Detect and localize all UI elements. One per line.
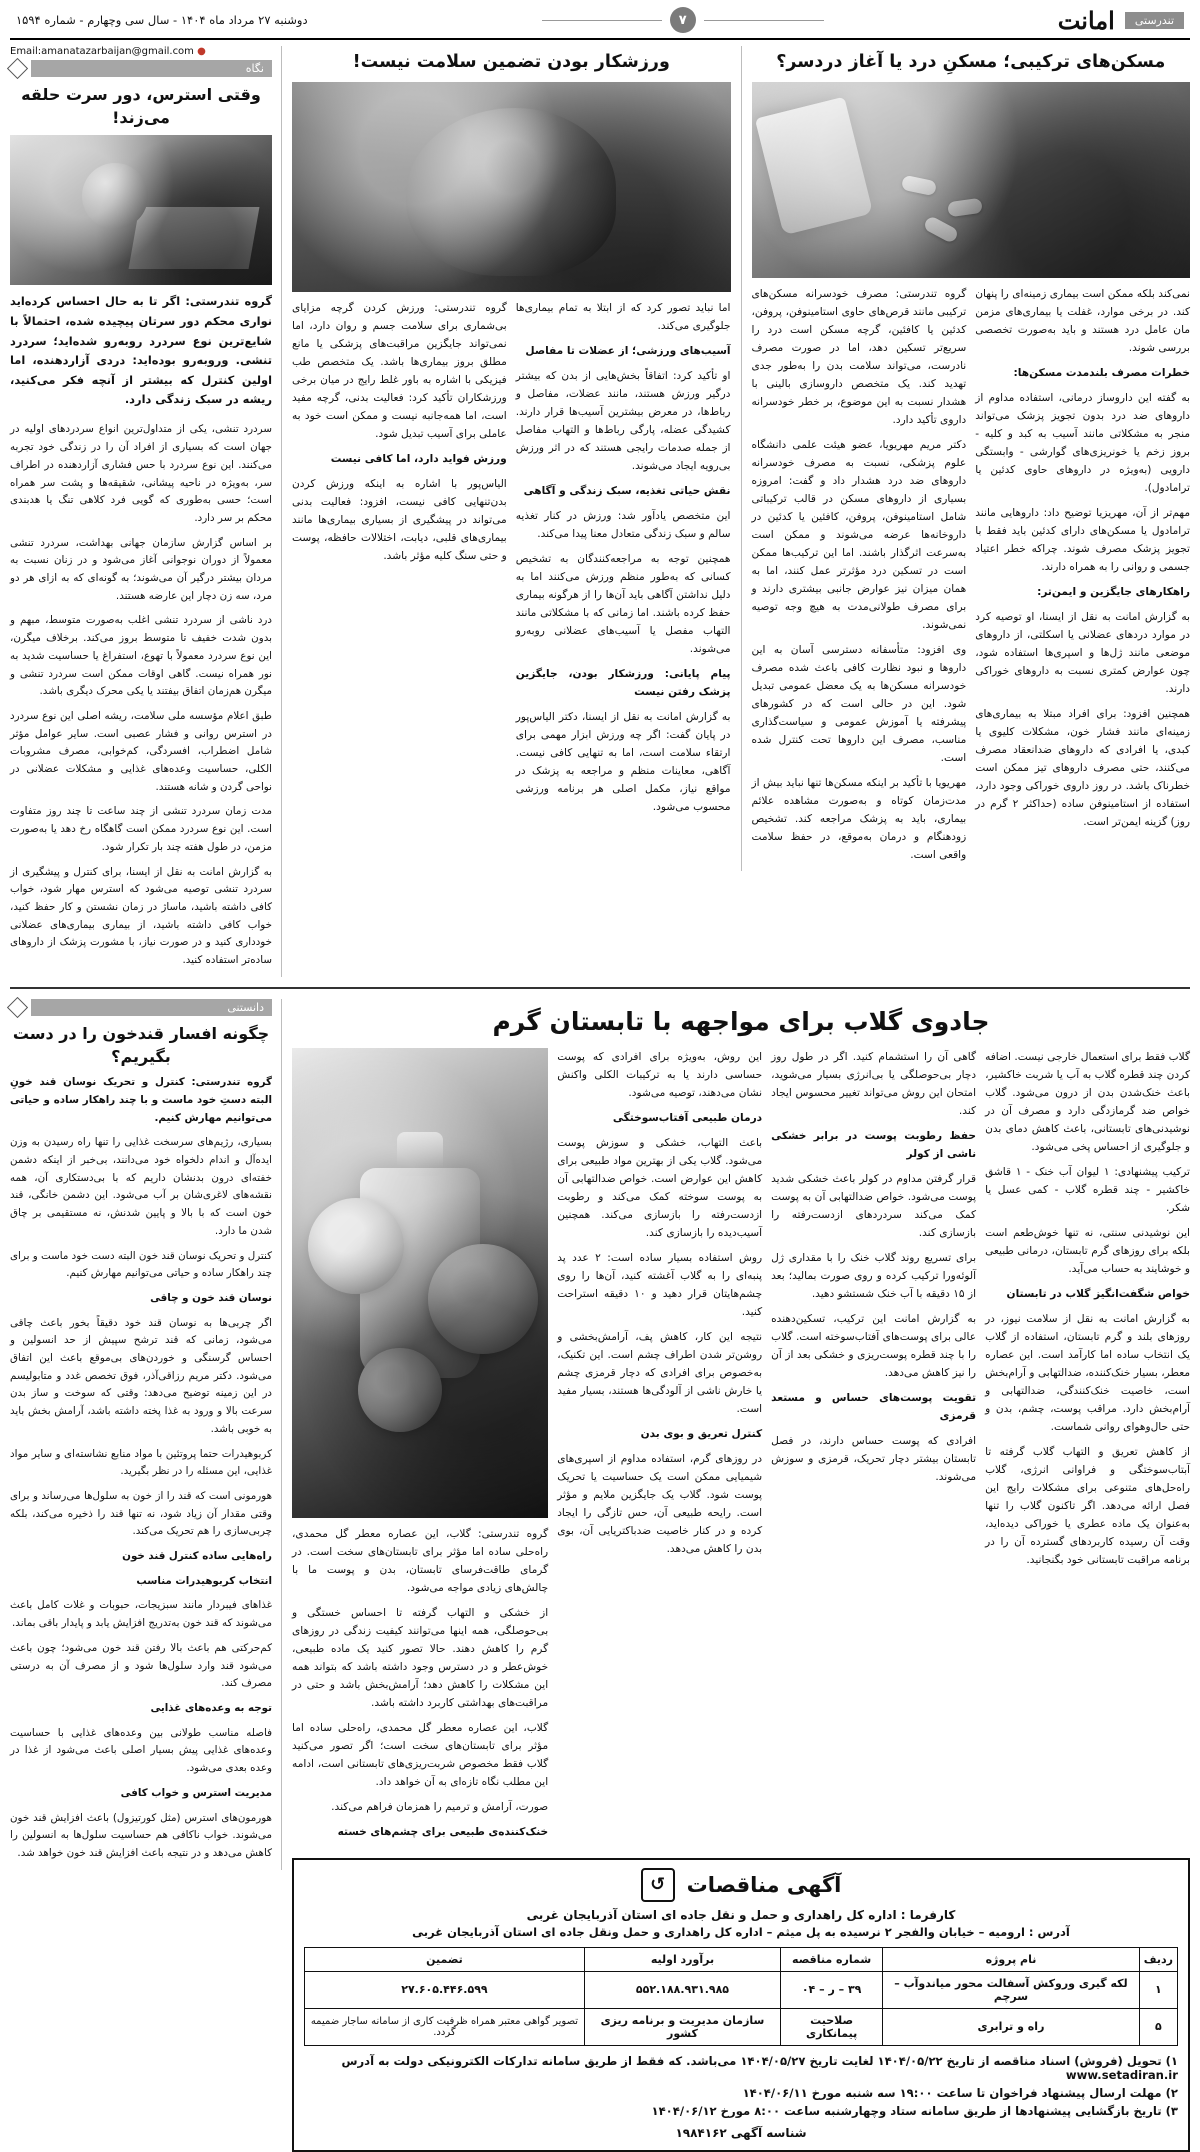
paragraph: نمی‌کند بلکه ممکن است بیماری زمینه‌ای را پنهان کند. در برخی موارد، غفلت یا بیماری‌های مزمن مان عامل درد هستند و باید به‌صورت تخصصی بررسی شوند. — [975, 287, 1190, 354]
article-pills-col1 — [975, 285, 1190, 871]
masthead-center — [542, 7, 824, 33]
subhead: نقش حیاتی تغذیه، سبک زندگی و آگاهی — [523, 484, 731, 497]
lede-paragraph: گروه تندرستی: گلاب، این عصاره معطر گل محمدی، راه‌حلی ساده اما مؤثر برای تابستان‌های سخت است. در گرمای طاقت‌فرسای تابستان، بدن و پوست ما با چالش‌های زیادی مواجه می‌شود. — [292, 1527, 549, 1594]
subhead: پیام پایانی: ورزشکار بودن، جایگزین پزشک رفتن نیست — [515, 667, 731, 698]
paragraph: طبق اعلام مؤسسه ملی سلامت، ریشه اصلی این نوع سردرد در استرس روانی و فشار عصبی است. سایر عوامل مؤثر شامل اضطراب، افسردگی، کم‌خوابی، مصرف مشروبات الکلی، حساسیت وعده‌های غذایی و مشکلات عضلانی در نواحی گردن و شانه هستند. — [10, 709, 272, 793]
paragraph: غذاهای فیبردار مانند سبزیجات، حبوبات و غلات کامل باعث می‌شوند که قند خون به‌تدریج افزایش یابد و پایدار باقی بماند. — [10, 1599, 272, 1630]
cell-project: لکه گیری وروکش آسفالت محور میاندوآب – سرچم — [883, 1971, 1140, 2008]
subhead: آسیب‌های ورزشی؛ از عضلات تا مفاصل — [525, 344, 731, 357]
paragraph: قرار گرفتن مداوم در کولر باعث خشکی شدید پوست می‌شود. خواص ضدالتهابی آن به پوست کمک می‌کند سردردهای ازدست‌رفته را بازسازی کند. — [771, 1172, 977, 1239]
paragraph: هورمونی است که قند را از خون به سلول‌ها می‌رساند و برای وقتی مقدار آن زیاد شود، نه تنها قند را ذخیره می‌کند، بلکه چربی‌سازی را هم تحریک می‌کند. — [10, 1489, 272, 1538]
subhead: مدیریت استرس و خواب کافی — [120, 1786, 272, 1799]
paragraph: کربوهیدرات حتما پروتئین با مواد منابع نشاسته‌ای و سایر مواد غذایی، این مسئله را در نظر بگیرید. — [10, 1447, 272, 1478]
masthead-left — [1058, 6, 1184, 35]
paragraph: او تأکید کرد: اتفاقاً بخش‌هایی از بدن که بیشتر درگیر ورزش هستند، مانند عضلات، مفاصل و رباط‌ها، در معرض بیشترین آسیب‌ها قرار دارند. کشیدگی عضله، پارگی رباط‌ها و التهاب مفاصل از جمله صدمات رایجی هستند که در اثر ورزش بی‌رویه ایجاد می‌شوند. — [515, 369, 731, 472]
col-header-row-no: ردیف — [1139, 1947, 1177, 1971]
subhead: راهکارهای جایگزین و ایمن‌تر: — [1037, 585, 1190, 598]
cell-grade: ۵ — [1139, 2008, 1177, 2045]
paragraph: فاصله مناسب طولانی بین وعده‌های غذایی با حساسیت وعده‌های غذایی پیش بسیار اصلی باعث می‌شود از غذا در وعده بعدی می‌شود. — [10, 1726, 272, 1775]
paragraph: گلاب فقط برای استعمال خارجی نیست. اضافه کردن چند قطره گلاب به آب یا شربت خاکشیر، باعث خنک‌شدن بدن از درون می‌شود. گلاب خواص ضد گرمازدگی دارد و مصرف آن در نوشیدنی‌های تابستانی، باعث کاهش دمای بدن و جلوگیری از احساس پخی می‌شود. — [985, 1050, 1190, 1153]
paragraph: این روش، به‌ویژه برای افرادی که پوست حساسی دارند یا به ترکیبات الکلی واکنش نشان می‌دهند، توصیه می‌شود. — [557, 1050, 763, 1099]
top-main-column — [292, 46, 1190, 871]
bottom-area — [10, 999, 1190, 2152]
paragraph: همچنین توجه به مراجعه‌کنندگان به تشخیص کسانی که به‌طور منظم ورزش می‌کنند اما به دلیل نداشتن آگاهی باید آن‌ها را از هرگونه بیماری حفظ کرده باشند. اما زمانی که با مشکلاتی مانند التهاب مفصل یا آسیب‌های عضلانی روبه‌رو می‌شوند. — [515, 552, 731, 655]
email-line — [10, 46, 272, 57]
paragraph: همچنین افزود: برای افراد مبتلا به بیماری‌های زمینه‌ای مانند فشار خون، مشکلات کلیوی یا کبدی، یا افرادی که داروهای ضدانعقاد مصرف می‌کنند، حتی مصرف داروهای تیز ممکن است خطرناک باشد. در روز داروی خوراکی وجود دارد، استفاده از استامینوفن ساده (حداکثر ۲ گرم در روز) گزینه ایمن‌تر است. — [975, 707, 1190, 828]
article-sport-col2 — [292, 299, 507, 823]
article-stress-title: وقتی استرس، دور سرت حلقه می‌زند! — [21, 85, 261, 128]
paragraph: ترکیب پیشنهادی: ۱ لیوان آب خنک - ۱ قاشق خاکشیر - چند قطره گلاب - کمی عسل یا شکر. — [985, 1165, 1190, 1214]
table-row — [305, 1971, 1178, 2008]
paragraph: به گزارش امانت به نقل از ایسنا، او توصیه کرد در موارد دردهای عضلانی یا اسکلتی، از داروهای موضعی مانند ژل‌ها و اسپری‌ها استفاده شود، چون عوارض کمتری نسبت به داروهای خوراکی دارند. — [975, 610, 1190, 695]
col-header-guarantee: تضمین — [305, 1947, 585, 1971]
col-header-estimate: برآورد اولیه — [584, 1947, 780, 1971]
paragraph: مدت زمان سردرد تنشی از چند ساعت تا چند روز متفاوت است. این نوع سردرد ممکن است گاهگاه رخ دهد یا به‌صورت مزمن، در طول هفته چند بار تکرار شود. — [10, 805, 272, 853]
article-rose-col2 — [771, 1048, 976, 1493]
photo-rosewater-bottle-and-roses — [292, 1048, 548, 1518]
tender-note: ۲) مهلت ارسال پیشنهاد فراخوان تا ساعت ۱۹:۰۰ سه شنبه مورخ ۱۴۰۴/۰۶/۱۱ — [742, 2085, 1178, 2100]
bottom-main-column — [292, 999, 1190, 2152]
paragraph: به گزارش امانت به نقل از ایسنا، برای کنترل و پیشگیری از سردرد تنشی توصیه می‌شود که استرس مهار شود، خواب کافی داشته باشید، ماساژ در زمان نشستن و کار حفظ کنید، خواب کافی داشته باشید، از بیماری بیماری‌های عضلانی خودداری کنید و در صورت نیاز، با مشورت پزشک از داروهای ساده‌تر استفاده کنید. — [10, 865, 272, 967]
top-area — [10, 46, 1190, 977]
paragraph: سردرد تنشی، یکی از متداول‌ترین انواع سردردهای اولیه در جهان است که بسیاری از افراد آن را در زندگی خود تجربه می‌کنند. این نوع سردرد با حس فشاری آزاردهنده در اطراف سر، به‌ویژه در ناحیه پیشانی، شقیقه‌ها و پشت سر همراه است؛ حسی به‌طوری که گویی فرد کلاهی تنگ یا هدبندی محکم بر سر دارد. — [10, 423, 272, 524]
masthead-rule-right — [704, 20, 824, 21]
tender-table — [304, 1947, 1178, 2046]
paragraph: مهریویا با تأکید بر اینکه مسکن‌ها تنها نباید بیش از مدت‌زمان کوتاه و به‌صورت مشاهده علائم بیماری، باید به پزشک مراجعه کند. تشخیص زودهنگام و درمان به‌موقع، در حفظ سلامت واقعی است. — [751, 776, 967, 861]
subhead: خواص شگفت‌انگیز گلاب در تابستان — [1006, 1287, 1190, 1300]
table-row — [305, 2008, 1178, 2045]
column-divider — [741, 46, 742, 871]
lede-paragraph: گروه تندرستی: مصرف خودسرانه مسکن‌های ترکیبی مانند قرص‌های حاوی استامینوفن، پروفن، کدئین یا کافئین، گرچه مسکن است درد را سریع‌تر تسکین دهد، اما در صورت مصرف نادرست، می‌تواند سلامت بدن را به‌طور جدی تهدید کند. یک متخصص داروسازی بالینی با هشدار نسبت به این موضوع، بر خطر خودسرانه داروی تأکید دارد. — [751, 287, 967, 426]
paragraph: اگر چربی‌ها به نوسان قند خود دقیقاً بخور باعث چاقی می‌شود، زمانی که قند ترشح سپیش از حد انسولین و احساس گرسنگی و خوردن‌های بی‌موقع باعث این اتفاق می‌شود. دکتر مریم رزاقی‌آذر، فوق تخصص غدد و متابولیسم در این زمینه توضیح می‌دهد: وقتی که سوخت و ساز بدن سرعت بالا و ورود به غذا پخته داشته باشد، آرامش بخش باید به خوبی باشد. — [10, 1316, 272, 1435]
paragraph: دکتر مریم مهریویا، عضو هیئت علمی دانشگاه علوم پزشکی، نسبت به مصرف خودسرانه داروهای ضد درد هشدار داد و گفت: امروزه بسیاری از داروهای مسکن در قالب ترکیباتی شامل استامینوفن، پروفن، کافئین یا کدئین در داروخانه‌ها عرضه می‌شوند و ممکن است به‌سرعت اثرگذار باشند. اما این ترکیب‌ها ممکن است در تسکین درد مؤثرتر عمل کنند، اما به همان میزان نیز عوارض جانبی بیشتری دارند و برای مصرف طولانی‌مدت به هیچ وجه توصیه نمی‌شوند. — [751, 438, 967, 631]
paragraph: بر اساس گزارش سازمان جهانی بهداشت، سردرد تنشی معمولاً از دوران نوجوانی آغاز می‌شود و در زنان نسبت به مردان بیشتر درگیر آن می‌شوند؛ به گونه‌ای که به ازای هر دو مرد، سه زن دچار این عارضه هستند. — [10, 536, 272, 602]
paragraph: باعث التهاب، خشکی و سوزش پوست می‌شود. گلاب یکی از بهترین مواد طبیعی برای کاهش این عوارض است. خواص ضدالتهابی آن به پوست سوخته کمک می‌کند و رطوبت ازدست‌رفته را بازسازی می‌کند. همچنین آسیب‌دیده را بازسازی کند. — [557, 1136, 763, 1239]
paragraph: افرادی که پوست حساس دارند، در فصل تابستان بیشتر دچار تحریک، قرمزی و سوزش می‌شوند. — [771, 1434, 977, 1483]
paragraph: صورت، آرامش و ترمیم را همزمان فراهم می‌کند. — [331, 1800, 549, 1813]
photo-stressed-person-at-desk — [10, 135, 272, 285]
subhead: خطرات مصرف بلندمدت مسکن‌ها: — [1013, 366, 1190, 379]
paragraph: کم‌حرکتی هم باعث بالا رفتن قند خون می‌شود؛ چون باعث می‌شود قند وارد سلول‌ها شود و از مصرف آن به درستی مصرف کند. — [10, 1641, 272, 1690]
tender-notes — [304, 2054, 1178, 2118]
photo-pills-in-hand — [752, 82, 1191, 278]
cell-row-no: ۱ — [1139, 1971, 1177, 2008]
subhead: درمان طبیعی آفتاب‌سوختگی — [612, 1111, 763, 1124]
section-bar — [31, 60, 272, 77]
photo-athlete-resting — [292, 82, 731, 292]
section-label: نگاه — [245, 62, 264, 75]
sidebar-negah — [10, 46, 282, 977]
subhead: حفظ رطوبت پوست در برابر خشکی ناشی از کولر — [771, 1129, 977, 1160]
paragraph: درد ناشی از سردرد تنشی اغلب به‌صورت متوسط، مبهم و بدون شدت خفیف تا متوسط بروز می‌کند. برخلاف میگرن، این نوع سردرد معمولاً با تهوع، استفراغ یا حساسیت شدید به نور همراه نیست. گاهی اوقات ممکن است سردرد تنشی و میگرن هم‌زمان اتفاق بیفتند یا یکی محرک دیگری باشد. — [10, 614, 272, 698]
paragraph: روش استفاده بسیار ساده است: ۲ عدد پد پنبه‌ای را به گلاب آغشته کنید، آن‌ها را روی چشم‌هایتان قرار دهید و ۱۰ دقیقه استراحت کنید. — [557, 1251, 763, 1318]
table-header-row — [305, 1947, 1178, 1971]
article-pills-col2 — [752, 285, 967, 871]
paragraph: به گفته این داروساز درمانی، استفاده مداوم از داروهای ضد درد بدون تجویز پزشک می‌تواند منجر به مشکلاتی مانند آسیب به کبد و کلیه - بروز زخم یا خونریزی‌های گوارشی - وابستگی دارویی (به‌ویژه در داروهای حاوی کدئین یا ترامادول). — [975, 391, 1190, 494]
subhead: راه‌هایی ساده کنترل قند خون — [122, 1550, 272, 1563]
section-bar — [31, 999, 272, 1016]
cell-organization: سازمان مدیریت و برنامه ریزی کشور — [584, 2008, 780, 2045]
subhead: نوسان قند خون و چاقی — [150, 1291, 272, 1304]
section-header-negah — [10, 60, 272, 77]
diamond-marker-icon — [7, 997, 28, 1018]
paragraph: در روزهای گرم، استفاده مداوم از اسپری‌های شیمیایی ممکن است یک حساسیت یا تحریک پوست شود. گلاب یک جایگزین ملایم و مؤثر است. رایحه طبیعی آن، حس تازگی را ایجاد کرده و در کنار خاصیت ضدباکتریایی آن، بوی بدن را کاهش می‌دهد. — [557, 1452, 763, 1555]
tender-note: ۱) تحویل (فروش) اسناد مناقصه از تاریخ ۱۴۰۴/۰۵/۲۲ لغایت تاریخ ۱۴۰۴/۰۵/۲۷ می‌باشد. که فقط از طریق سامانه تدارکات الکترونیکی دولت به آدرس www.setadiran.ir — [341, 2053, 1178, 2082]
article-sugar-title: چگونه افسار قندخون را در دست بگیریم؟ — [12, 1023, 270, 1066]
page-number: ۷ — [670, 7, 696, 33]
lede-paragraph: گروه تندرستی: کنترل و تحریک نوسان قند خونِ البته دستِ خود ماست و با چند راهکار ساده و حیاتی می‌توانیم مهارش کنیم. — [10, 1076, 272, 1124]
paragraph: به گزارش امانت به نقل از ایسنا، دکتر الیاس‌پور در پایان گفت: اگر چه ورزش ابزار مهمی برای ارتقاء سلامت است، اما به تنهایی کافی نیست. آگاهی، معاینات منظم و مراجعه به پزشک در مواقع نیاز، مکمل اصلی هر برنامه ورزشی محسوب می‌شود. — [515, 710, 731, 813]
section-label: دانستنی — [227, 1000, 264, 1014]
subhead: تقویت پوست‌های حساس و مستعد قرمزی — [771, 1391, 977, 1422]
subhead: ورزش فواید دارد، اما کافی نیست — [330, 452, 507, 465]
paragraph: به گزارش امانت این ترکیب، تسکین‌دهنده عالی برای پوست‌های آفتاب‌سوخته است. گلاب را با چند قطره پوست‌ریزی و خشکی بعد از آن را نیز کاهش می‌دهد. — [771, 1312, 977, 1379]
paragraph: از خشکی و التهاب گرفته تا احساس خستگی و بی‌حوصلگی، همه اینها می‌توانند کیفیت زندگی در روزهای گرم را کاهش دهند. حالا تصور کنید یک ماده طبیعی، خوش‌عطر و در دسترس وجود داشته باشد که بتواند همه این مشکلات را کاهش دهد؛ آرامش‌بخش باشد و حتی در مراقبت‌های بهداشتی کاربرد داشته باشد. — [292, 1606, 549, 1709]
tender-address: آدرس : ارومیه – خیابان والفجر ۲ نرسیده به پل میثم – اداره کل راهداری و حمل ونقل جاده ای استان آذربایجان غربی — [412, 1924, 1070, 1939]
cell-rank: راه و ترابری — [883, 2008, 1140, 2045]
sidebar-danestani — [10, 999, 282, 1870]
article-stress-lede: گروه تندرستی: اگر تا به حال احساس کرده‌اید نواری محکم دور سرتان پیچیده شده، احتمالاً با شایع‌ترین نوع سردرد روبه‌رو شده‌اید؛ سردرد تنشی. وروبه‌رو بوده‌اید: دردی آزاردهنده، اما اولین کنترل که بیشتر از آنچه فکر می‌کنید، ریشه در سبک زندگی دارد. — [10, 294, 272, 407]
tender-header — [304, 1868, 1178, 1902]
location-pin-icon: ● — [197, 46, 206, 57]
issue-date-line: دوشنبه ۲۷ مرداد ماه ۱۴۰۴ - سال سی وچهارم - شماره ۱۵۹۴ — [16, 13, 308, 27]
paragraph: اما نباید تصور کرد که از ابتلا به تمام بیماری‌ها جلوگیری می‌کند. — [515, 301, 731, 332]
article-rose-col4 — [292, 1048, 548, 1848]
tender-advertisement — [292, 1858, 1190, 2152]
col-header-project: نام پروژه — [883, 1947, 1140, 1971]
paragraph: بسیاری، رژیم‌های سرسخت غذایی را تنها راه رسیدن به وزن ایده‌آل و اندام دلخواه خود می‌دانند، بی‌خبر از اینکه دشمن خفته‌ای درون بدنشان داریم که با بی‌دستکاری آن، همه نقشه‌های لاغری‌شان بر آب می‌شود. این دشمن خانگی، قند خون است که با بالا و پایین شدنش، نه مستقیمی بر چاق شدن ما دارد. — [10, 1136, 272, 1237]
subhead: توجه به وعده‌های غذایی — [150, 1701, 272, 1714]
tender-title: آگهی مناقصات — [686, 1872, 842, 1897]
article-pills-title: مسکن‌های ترکیبی؛ مسکنِ درد یا آغاز دردسر؟ — [776, 52, 1166, 72]
col-header-tender-no: شماره مناقصه — [781, 1947, 883, 1971]
paragraph: کنترل و تحریک نوسان قند خون البته دست خود ماست و برای چند راهکار ساده و حیاتی می‌توانیم مهارش کنیم. — [10, 1249, 272, 1280]
subhead: خنک‌کننده‌ی طبیعی برای چشم‌های خسته — [337, 1825, 549, 1838]
paragraph: به گزارش امانت به نقل از سلامت نیوز، در روزهای بلند و گرم تابستان، استفاده از گلاب یک انتخاب ساده اما کارآمد است. این عصاره معطر، بسیار خنک‌کننده، ضدالتهابی و آرام‌بخش است، خاصیت خنک‌کنندگی، ضدالتهابی و آرام‌بخش دارد. مراقب پوست، چشم، بدن و حتی حال‌وهوای روانی شماست. — [985, 1312, 1190, 1433]
cell-tender-no: ۳۹ – ر – ۰۴ — [781, 1971, 883, 2008]
article-rose-col1 — [985, 1048, 1190, 1576]
article-sport-title: ورزشکار بودن تضمین سلامت نیست! — [352, 52, 670, 72]
cell-certificate: صلاحیت پیمانکاری — [781, 2008, 883, 2045]
cell-guarantee: ۲۷.۶۰۵.۴۴۶.۵۹۹ — [305, 1971, 585, 2008]
paragraph: برای تسریع روند گلاب خنک را با مقداری ژل آلوئه‌ورا ترکیب کرده و روی صورت بمالید؛ بعد از ۱۵ دقیقه با آب خنک شستشو دهید. — [771, 1251, 977, 1300]
section-divider — [10, 987, 1190, 989]
newspaper-logo: امانت — [1057, 5, 1115, 35]
email-text: Email:amanatazarbaijan@gmail.com — [10, 46, 194, 57]
article-athlete-health — [292, 46, 731, 823]
paragraph: این متخصص یادآور شد: ورزش در کنار تغذیه سالم و سبک زندگی متعادل معنا پیدا می‌کند. — [515, 509, 731, 540]
section-header-danestani — [10, 999, 272, 1016]
cell-estimate: ۵۵۲.۱۸۸.۹۳۱.۹۸۵ — [584, 1971, 780, 2008]
masthead — [10, 6, 1190, 40]
tender-employer: کارفرما : اداره کل راهداری و حمل و نقل جاده ای استان آذربایجان غربی — [526, 1907, 956, 1922]
masthead-rule-left — [542, 20, 662, 21]
lede-paragraph: گروه تندرستی: ورزش کردن گرچه مزایای بی‌شماری برای سلامت جسم و روان دارد، اما نمی‌تواند جایگزین مراقبت‌های پزشکی یا مانع مطلق بروز بیماری‌ها باشد. یک متخصص طب فیزیکی با اشاره به باور غلط رایج در میان برخی ورزشکاران تأکید کرد: فعالیت بدنی، گرچه مفید است، اما همه‌جانبه نیست و ممکن است خود به عاملی برای آسیب تبدیل شود. — [292, 301, 507, 440]
section-tag: تندرستی — [1125, 12, 1184, 29]
cell-capacity-note: تصویر گواهی معتبر همراه ظرفیت کاری از سامانه ساجار ضمیمه گردد. — [305, 2008, 585, 2045]
paragraph: از کاهش تعریق و التهاب گلاب گرفته تا آبتاب‌سوختگی و فراوانی انرژی، گلاب راه‌حل‌های متنوعی برای مشکلات رایج این فصل ارائه می‌دهد. اگر تاکنون گلاب را تنها به‌عنوان یک ماده عطری یا خوراکی دیده‌اید، وقت آن رسیده کاربردهای گسترده آن را در برنامه مراقبت تابستانی خود بگنجانید. — [985, 1445, 1190, 1566]
diamond-marker-icon — [7, 58, 28, 79]
article-rose-title: جادوی گلاب برای مواجهه با تابستان گرم — [492, 1006, 990, 1036]
paragraph: مهم‌تر از آن، مهریزیا توضیح داد: داروهایی مانند ترامادول یا مسکن‌های دارای کدئین باید فقط با تجویز پزشک مصرف شوند. چراکه خطر اعتیاد جسمی و روانی را به همراه دارند. — [975, 506, 1190, 573]
paragraph: این نوشیدنی سنتی، نه تنها خوش‌طعم است بلکه برای روزهای گرم تابستان، درمانی طبیعی و خوشایند به حساب می‌آید. — [985, 1226, 1190, 1275]
article-sport-col1 — [516, 299, 731, 823]
paragraph: نتیجه این کار، کاهش پف، آرامش‌بخشی و روشن‌تر شدن اطراف چشم است. این تکنیک، به‌خصوص برای افرادی که دچار قرمزی چشم یا خارش ناشی از آلودگی‌ها هستند، بسیار مفید است. — [557, 1330, 763, 1415]
paragraph: الیاس‌پور با اشاره به اینکه ورزش کردن بدن‌تنهایی کافی نیست، افزود: فعالیت بدنی می‌تواند در پیشگیری از بسیاری بیماری‌ها مانند بیماری‌های قلبی، دیابت، اختلالات حافظه، پوست و حتی سنگ کلیه مؤثر باشد. — [292, 477, 507, 562]
article-combined-painkillers — [752, 46, 1191, 871]
paragraph: گاهی آن را استشمام کنید. اگر در طول روز دچار بی‌حوصلگی یا بی‌انرژی بسیار می‌شوید، امتحان این روش می‌تواند تغییر محسوس ایجاد کند. — [771, 1050, 977, 1117]
tender-ad-id: شناسه آگهی ۱۹۸۴۱۶۲ — [675, 2125, 807, 2140]
subhead: کنترل تعریق و بوی بدن — [640, 1427, 763, 1440]
paragraph: هورمون‌های استرس (مثل کورتیزول) باعث افزایش قند خون می‌شوند. خواب ناکافی هم حساسیت سلول‌ها به انسولین را کاهش می‌دهد و در نتیجه باعث افزایش قند خون خواهد شد. — [10, 1811, 272, 1859]
tender-note: ۳) تاریخ بازگشایی پیشنهادها از طریق سامانه ستاد وچهارشنبه ساعت ۸:۰۰ مورخ ۱۴۰۴/۰۶/۱۲ — [651, 2103, 1178, 2118]
article-rose-col3 — [557, 1048, 762, 1565]
paragraph: وی افزود: متأسفانه دسترسی آسان به این داروها و نبود نظارت کافی باعث شده مصرف خودسرانه مسکن‌ها به یک معضل عمومی تبدیل شود. این در حالی است که در کشورهای پیشرفته یا آموزش عمومی و سیاست‌گذاری مناسب، مصرف این داروها تحت کنترل شده است. — [751, 643, 967, 764]
paragraph: گلاب، این عصاره معطر گل محمدی، راه‌حلی ساده اما مؤثر برای تابستان‌های سخت است؛ اگر تصور می‌کنید گلاب فقط مخصوص شربت‌ریزی‌های تابستانی است، ادامه این مطلب نگاه تازه‌ای به آن خواهد داد. — [292, 1721, 549, 1788]
recycle-arrows-icon: ↺ — [641, 1868, 675, 1902]
subhead: انتخاب کربوهیدرات مناسب — [136, 1574, 272, 1587]
